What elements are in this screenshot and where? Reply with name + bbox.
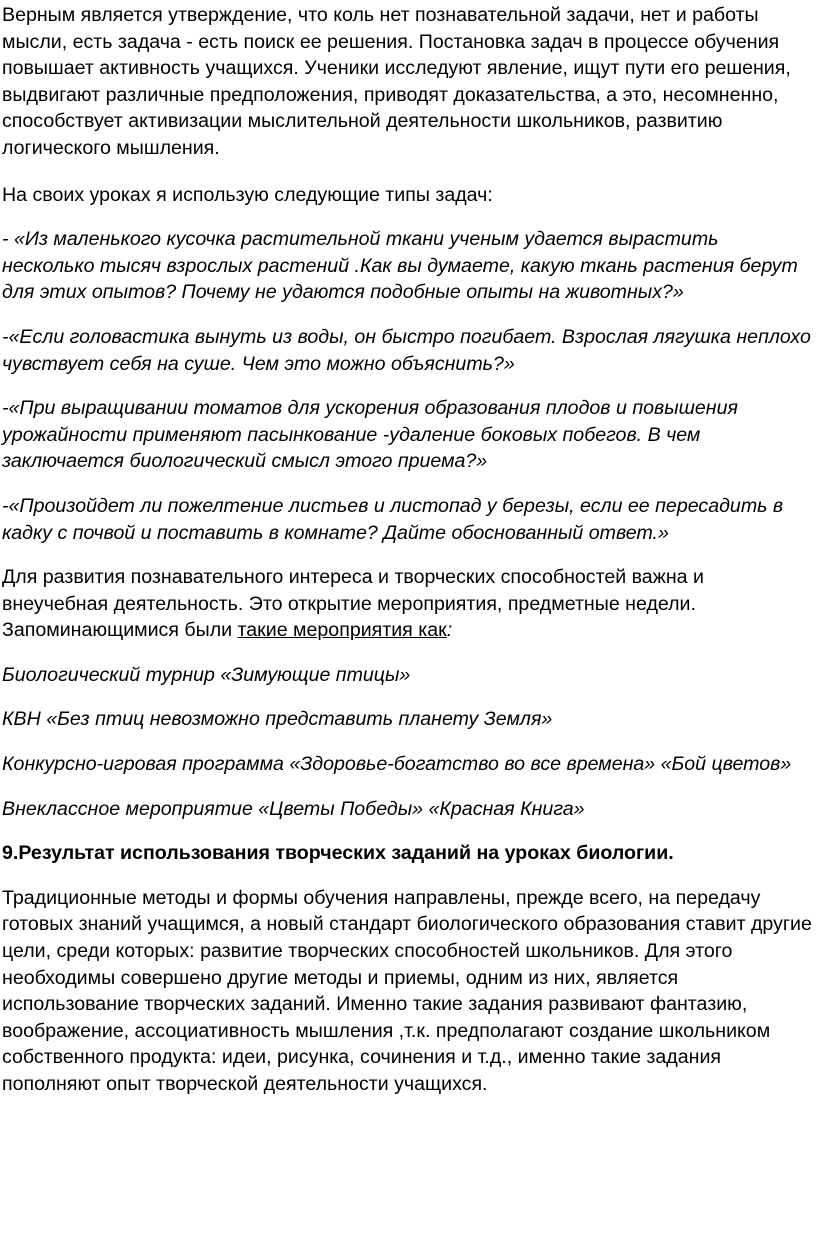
event-item-3: Конкурсно-игровая программа «Здоровье-богатство во все времена» «Бой цветов» bbox=[2, 753, 792, 776]
tasks-intro: На своих уроках я использую следующие типы задач: bbox=[2, 183, 493, 206]
extracurricular-underlined: такие мероприятия как bbox=[237, 619, 447, 642]
result-paragraph: Традиционные методы и формы обучения направлены, прежде всего, на передачу готовых знаний учащимся, а новый стандарт биологического образования ставит другие цели, среди которых: развитие творческих способностей школьников. Для этого необходимы совершено другие методы и приемы, одним из них, является использование творческих заданий. Именно такие задания развивают фантазию, воображение, ассоциативность мышления ,т.к. предполагают создание школьником собственного продукта: идеи, рисунка, сочинения и т.д., именно такие задания пополняют опыт творческой деятельности учащихся. bbox=[2, 886, 812, 1095]
intro-paragraph: Верным является утверждение, что коль нет познавательной задачи, нет и работы мысли, есть задача - есть поиск ее решения. Постановка задач в процессе обучения повышает активность учащихся. Ученики исследуют явление, ищут пути его решения, выдвигают различные предположения, приводят доказательства, а это, несомненно, способствует активизации мыслительной деятельности школьников, развитию логического мышления. bbox=[2, 4, 791, 159]
extracurricular-paragraph bbox=[2, 564, 814, 644]
section-heading: 9.Результат использования творческих заданий на уроках биологии. bbox=[2, 842, 674, 865]
task-item-3: -«При выращивании томатов для ускорения образования плодов и повышения урожайности применяют пасынкование -удаление боковых побегов. В чем заключается биологический смысл этого приема?» bbox=[2, 397, 738, 473]
task-item-1: - «Из маленького кусочка растительной ткани ученым удается вырастить несколько тысяч взрослых растений .Как вы думаете, какую ткань растения берут для этих опытов? Почему не удаются подобные опыты на животных?» bbox=[2, 228, 798, 304]
task-item-4: -«Произойдет ли пожелтение листьев и листопад у березы, если ее пересадить в кадку с почвой и поставить в комнате? Дайте обоснованный ответ.» bbox=[2, 494, 784, 544]
event-item-4: Внеклассное мероприятие «Цветы Победы» «Красная Книга» bbox=[2, 797, 585, 820]
event-item-2: КВН «Без птиц невозможно представить планету Земля» bbox=[2, 708, 553, 731]
extracurricular-suffix: : bbox=[446, 619, 453, 642]
event-item-1: Биологический турнир «Зимующие птицы» bbox=[2, 663, 411, 686]
task-item-2: -«Если головастика вынуть из воды, он быстро погибает. Взрослая лягушка неплохо чувствует себя на суше. Чем это можно объяснить?» bbox=[2, 325, 811, 375]
extracurricular-text: Для развития познавательного интереса и творческих способностей важна и внеучебная деятельность. Это открытие мероприятия, предметные недели. Запоминающимися были bbox=[2, 566, 704, 642]
